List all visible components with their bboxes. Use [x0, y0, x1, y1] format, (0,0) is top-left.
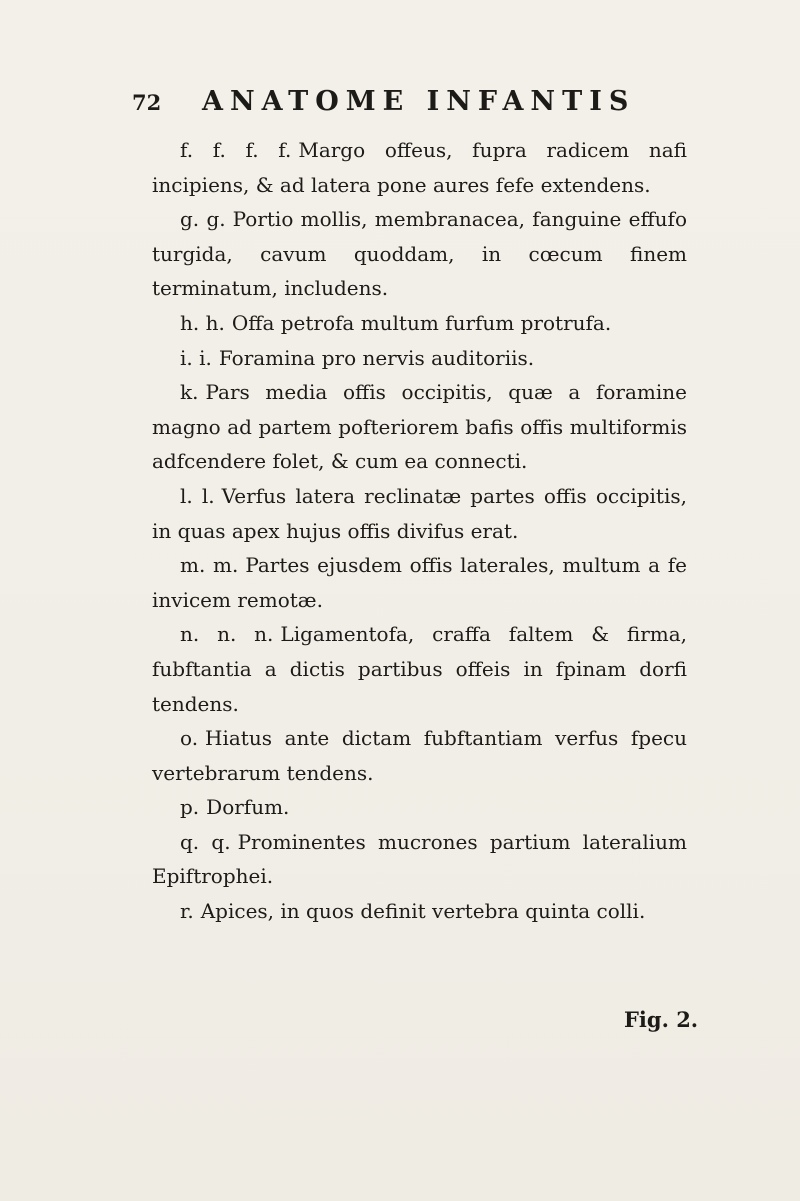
entry-text: Offa petrofa multum furfum protrufa.: [231, 310, 612, 335]
entry-text: Apices, in quos definit vertebra quinta colli.: [200, 899, 646, 924]
entry-text: Dorfum.: [206, 795, 290, 820]
entry-key: q. q.: [180, 829, 231, 854]
legend-entry-q: [152, 825, 687, 894]
entry-key: f. f. f. f.: [180, 138, 292, 162]
legend-entry-l: [152, 479, 687, 548]
legend-entry-r: [152, 894, 687, 929]
legend-entry-n: [152, 617, 687, 721]
entry-text: Portio mollis, membranacea, fanguine effufo turgida, cavum quoddam, in cœcum finem terminatum, includens.: [152, 207, 687, 301]
entry-text: Prominentes mucrones partium lateralium Epiftrophei.: [152, 829, 687, 889]
entry-key: m. m.: [180, 553, 239, 578]
entry-key: p.: [180, 795, 200, 820]
entry-key: h. h.: [180, 310, 225, 335]
entry-text: Margo offeus, fupra radicem nafi incipiens, & ad latera pone aures fefe extendens.: [152, 138, 687, 197]
entry-key: o.: [180, 726, 199, 751]
legend-entry-h: [152, 306, 687, 341]
entry-key: g. g.: [180, 207, 226, 232]
entry-text: Verfus latera reclinatæ partes offis occipitis, in quas apex hujus offis divifus erat.: [152, 483, 687, 543]
running-head: ANATOME INFANTIS: [202, 86, 636, 117]
entry-key: n. n. n.: [180, 622, 274, 647]
entry-text: Foramina pro nervis auditoriis.: [218, 345, 535, 370]
figure-label: Fig. 2.: [624, 1007, 699, 1032]
entry-key: r.: [180, 899, 194, 924]
legend-entry-k: [152, 375, 687, 479]
entry-text: Hiatus ante dictam fubftantiam verfus fpecu vertebrarum tendens.: [152, 726, 687, 785]
legend-entry-m: [152, 548, 687, 617]
entry-text: Partes ejusdem offis laterales, multum a fe invicem remotæ.: [152, 553, 687, 612]
legend-entries: [152, 133, 687, 929]
legend-entry-p: [152, 790, 687, 825]
legend-entry-i: [152, 341, 687, 376]
legend-entry-f: [152, 133, 687, 202]
entry-text: Ligamentofa, craffa faltem & firma, fubftantia a dictis partibus offeis in fpinam dorfi tendens.: [152, 622, 687, 716]
page-number: 72: [132, 90, 162, 115]
entry-key: l. l.: [180, 483, 215, 508]
entry-key: k.: [180, 380, 199, 405]
entry-text: Pars media offis occipitis, quæ a foramine magno ad partem pofteriorem bafis offis multiformis adfcendere folet, & cum ea connecti.: [152, 380, 687, 474]
entry-key: i. i.: [180, 345, 212, 370]
legend-entry-o: [152, 721, 687, 790]
legend-entry-g: [152, 202, 687, 306]
page-header: [132, 86, 652, 120]
